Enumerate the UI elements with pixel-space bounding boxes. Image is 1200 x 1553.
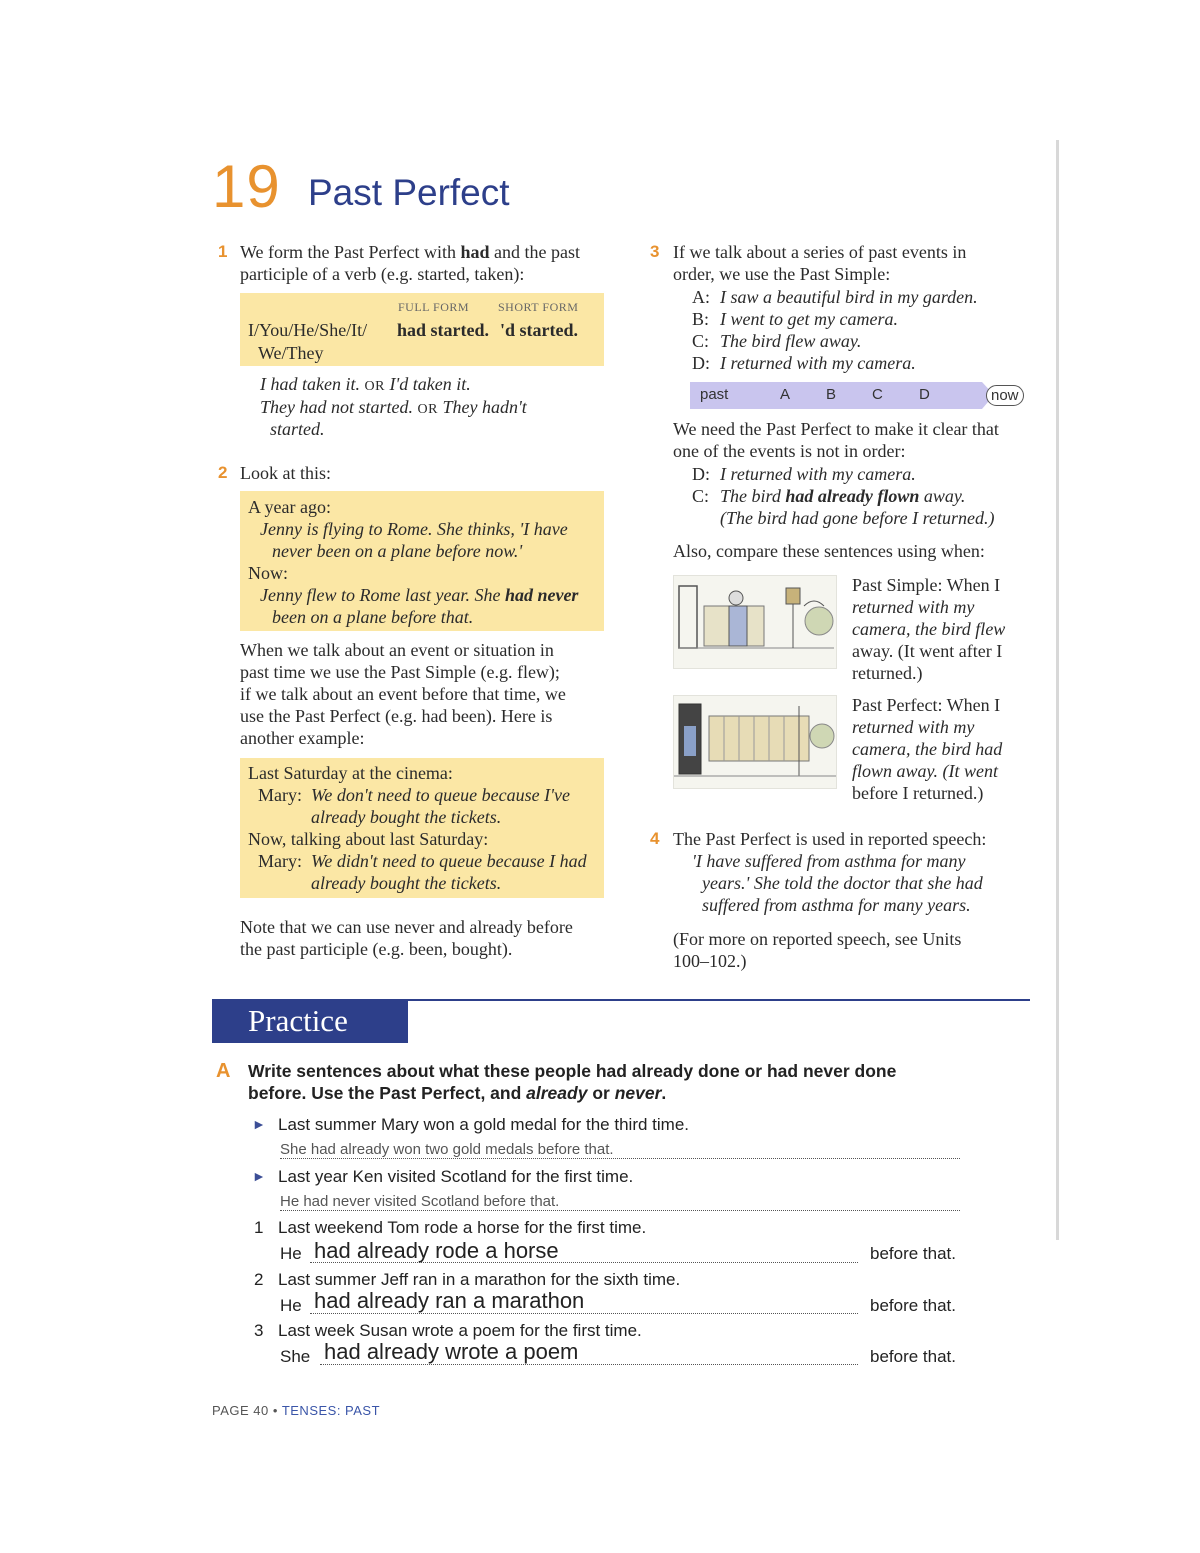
item-tail: before that.	[870, 1296, 957, 1315]
unit-number: 19	[212, 153, 281, 220]
box2-line: already bought the tickets.	[311, 807, 502, 827]
item-subject: He	[280, 1244, 302, 1263]
illustration-bird-flew	[673, 575, 837, 669]
box2-line: Mary:	[258, 851, 302, 871]
full-form-value: had started.	[397, 320, 490, 340]
box1-line: been on a plane before that.	[272, 607, 474, 627]
section3-intro-2: order, we use the Past Simple:	[673, 264, 891, 284]
section-number: 4	[650, 829, 660, 848]
short-form-heading: SHORT FORM	[498, 300, 579, 314]
timeline-c: C	[872, 386, 883, 403]
event-text: The bird had already flown away.	[720, 486, 966, 506]
item-subject: He	[280, 1296, 302, 1315]
section4-line: years.' She told the doctor that she had	[702, 873, 983, 893]
box2-line: We didn't need to queue because I had	[311, 851, 587, 871]
exercise-letter: A	[216, 1060, 231, 1082]
event-letter: C:	[692, 486, 710, 506]
example-answer-line	[280, 1158, 960, 1159]
section-number: 3	[650, 242, 660, 261]
section2-intro: Look at this:	[240, 463, 331, 483]
example-line-3: started.	[270, 419, 325, 439]
event-text: I saw a beautiful bird in my garden.	[720, 287, 978, 307]
page-edge-line	[1056, 140, 1059, 1240]
section4-line: The Past Perfect is used in reported speech:	[673, 829, 987, 849]
example-line-1: I had taken it. OR I'd taken it.	[260, 374, 471, 394]
section3-need-1: We need the Past Perfect to make it clear that	[673, 419, 999, 439]
section4-line: suffered from asthma for many years.	[702, 895, 971, 915]
event-text: I returned with my camera.	[720, 464, 916, 484]
timeline-b: B	[826, 386, 837, 403]
past-simple-caption: Past Simple: When I returned with my camera, the bird flew away. (It went after I returned.)	[852, 575, 1006, 683]
box2-line: Now, talking about last Saturday:	[248, 829, 489, 849]
section2-note: Note that we can use never and already before the past participle (e.g. been, bought).	[240, 917, 573, 959]
item-subject: She	[280, 1347, 311, 1366]
section2-paragraph: When we talk about an event or situation in past time we use the Past Simple (e.g. flew); if we talk about an event before that time, we use the Past Perfect (e.g. had been). Here is another example:	[240, 640, 566, 748]
past-perfect-caption: Past Perfect: When I returned with my camera, the bird had flown away. (It went before I returned.)	[852, 695, 1003, 803]
item-number: 2	[254, 1270, 264, 1289]
box2-line: We don't need to queue because I've	[311, 785, 570, 805]
event-text: I returned with my camera.	[720, 353, 916, 373]
example-answer: He had never visited Scotland before that.	[280, 1193, 560, 1210]
illustration-bird-had-flown	[673, 695, 837, 789]
event-letter: D:	[692, 464, 710, 484]
box1-line: never been on a plane before now.'	[272, 541, 523, 561]
item-prompt: Last week Susan wrote a poem for the first time.	[278, 1321, 642, 1340]
answer-input[interactable]: had already rode a horse	[314, 1238, 559, 1263]
page-footer: PAGE 40 • TENSES: PAST	[212, 1403, 381, 1418]
box2-line: Mary:	[258, 785, 302, 805]
event-text: The bird flew away.	[720, 331, 862, 351]
event-text: (The bird had gone before I returned.)	[720, 508, 995, 528]
box1-line: Now:	[248, 563, 288, 583]
full-form-heading: FULL FORM	[398, 300, 470, 314]
section4-line: 'I have suffered from asthma for many	[692, 851, 966, 871]
page-title: Past Perfect	[308, 172, 510, 213]
garden-illustration-icon	[674, 576, 836, 668]
section-number: 1	[218, 242, 228, 261]
item-number: 3	[254, 1321, 264, 1340]
event-letter: B:	[692, 309, 710, 329]
timeline-past: past	[700, 386, 729, 403]
table-subjects-2: We/They	[258, 343, 324, 363]
example-marker: ►	[252, 1118, 266, 1133]
item-tail: before that.	[870, 1244, 957, 1263]
event-letter: A:	[692, 287, 710, 307]
short-form-value: 'd started.	[500, 320, 578, 340]
event-letter: D:	[692, 353, 710, 373]
practice-title: Practice	[248, 1003, 348, 1038]
timeline-now: now	[986, 385, 1024, 406]
section3-need-2: one of the events is not in order:	[673, 441, 906, 461]
item-prompt: Last weekend Tom rode a horse for the first time.	[278, 1218, 647, 1237]
answer-input[interactable]: had already wrote a poem	[324, 1339, 579, 1364]
section4-line: 100–102.)	[673, 951, 747, 971]
example-answer-line	[280, 1210, 960, 1211]
timeline-d: D	[919, 386, 930, 403]
item-tail: before that.	[870, 1347, 957, 1366]
item-prompt: Last summer Jeff ran in a marathon for the sixth time.	[278, 1270, 681, 1289]
example-marker: ►	[252, 1170, 266, 1185]
exercise-instruction: Write sentences about what these people had already done or had never done before. Use the Past Perfect, and already or never.	[248, 1061, 897, 1103]
example-answer: She had already won two gold medals before that.	[280, 1141, 614, 1158]
box1-line: Jenny is flying to Rome. She thinks, 'I have	[260, 519, 568, 539]
box1-line: A year ago:	[248, 497, 331, 517]
box1-line: Jenny flew to Rome last year. She had never	[260, 585, 579, 605]
garden-illustration-icon	[674, 696, 836, 788]
item-number: 1	[254, 1218, 264, 1237]
section4-line: (For more on reported speech, see Units	[673, 929, 962, 949]
example-line-2: They had not started. OR They hadn't	[260, 397, 527, 417]
example-prompt: Last year Ken visited Scotland for the first time.	[278, 1167, 634, 1186]
table-subjects-1: I/You/He/She/It/	[248, 320, 368, 340]
box2-line: Last Saturday at the cinema:	[248, 763, 453, 783]
section-number: 2	[218, 463, 228, 482]
event-text: I went to get my camera.	[720, 309, 898, 329]
answer-input[interactable]: had already ran a marathon	[314, 1288, 585, 1313]
timeline-a: A	[780, 386, 791, 403]
box2-line: already bought the tickets.	[311, 873, 502, 893]
example-prompt: Last summer Mary won a gold medal for the third time.	[278, 1115, 689, 1134]
section3-intro-1: If we talk about a series of past events in	[673, 242, 967, 262]
section3-compare: Also, compare these sentences using when:	[673, 541, 985, 561]
event-letter: C:	[692, 331, 710, 351]
section1-intro: We form the Past Perfect with had and the past participle of a verb (e.g. started, taken):	[240, 242, 581, 284]
